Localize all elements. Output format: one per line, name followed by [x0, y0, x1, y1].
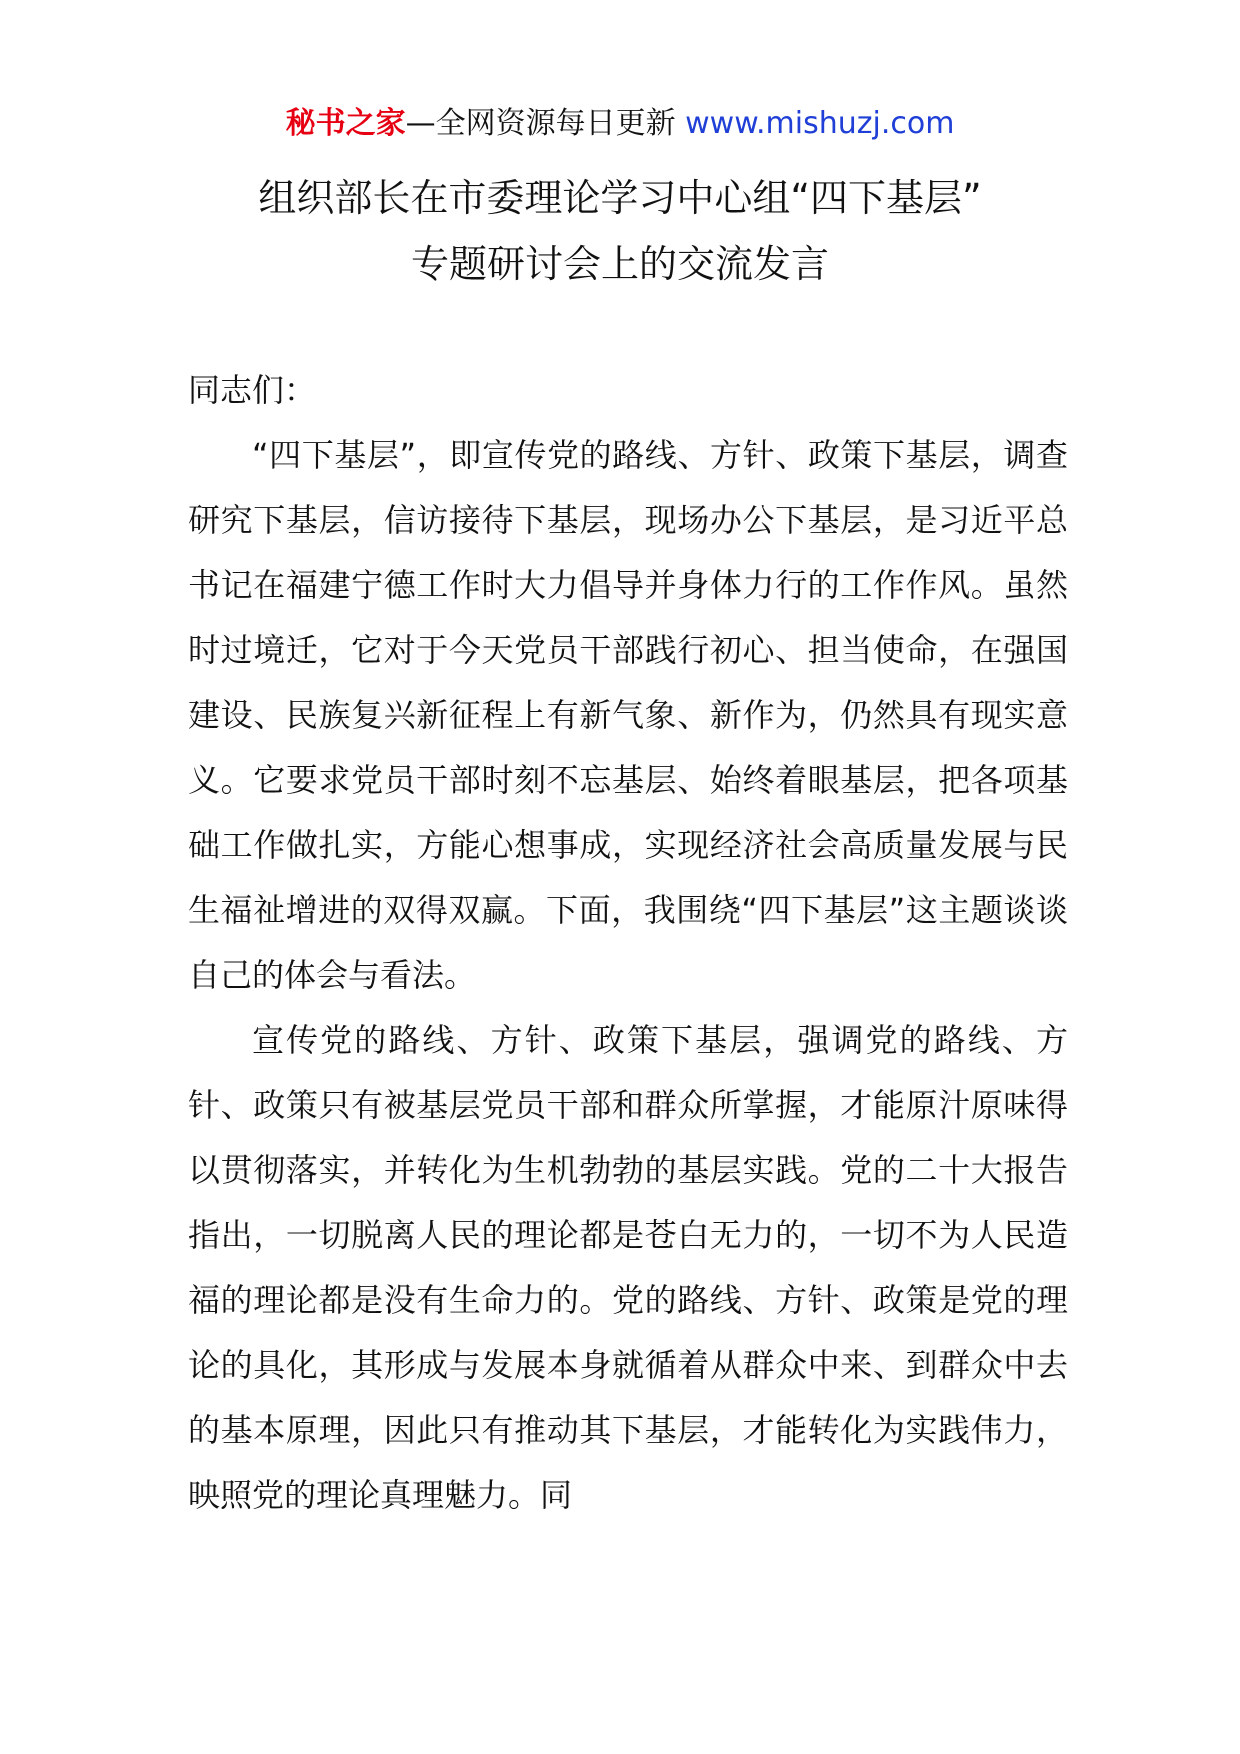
- brand-name: 秘书之家: [285, 106, 406, 141]
- site-header: [0, 102, 1240, 146]
- document-title: [120, 165, 1120, 297]
- paragraph-2: 宣传党的路线、方针、政策下基层，强调党的路线、方针、政策只有被基层党员干部和群众所掌握，才能原汁原味得以贯彻落实，并转化为生机勃勃的基层实践。党的二十大报告指出，一切脱离人民的理论都是苍白无力的，一切不为人民造福的理论都是没有生命力的。党的路线、方针、政策是党的理论的具化，其形成与发展本身就循着从群众中来、到群众中去的基本原理，因此只有推动其下基层，才能转化为实践伟力，映照党的理论真理魅力。同: [188, 1021, 1068, 1514]
- document-body: [188, 358, 1068, 1528]
- title-line-2: 专题研讨会上的交流发言: [410, 242, 829, 286]
- header-tagline: —全网资源每日更新: [405, 106, 686, 141]
- salutation: 同志们：: [188, 371, 317, 409]
- paragraph-1: “四下基层”，即宣传党的路线、方针、政策下基层，调查研究下基层，信访接待下基层，现场办公下基层，是习近平总书记在福建宁德工作时大力倡导并身体力行的工作作风。虽然时过境迁，它对于今天党员干部践行初心、担当使命，在强国建设、民族复兴新征程上有新气象、新作为，仍然具有现实意义。它要求党员干部时刻不忘基层、始终着眼基层，把各项基础工作做扎实，方能心想事成，实现经济社会高质量发展与民生福祉增进的双得双赢。下面，我围绕“四下基层”这主题谈谈自己的体会与看法。: [188, 436, 1068, 994]
- title-line-1: 组织部长在市委理论学习中心组“四下基层”: [258, 176, 982, 220]
- site-url[interactable]: www.mishuzj.com: [685, 106, 955, 141]
